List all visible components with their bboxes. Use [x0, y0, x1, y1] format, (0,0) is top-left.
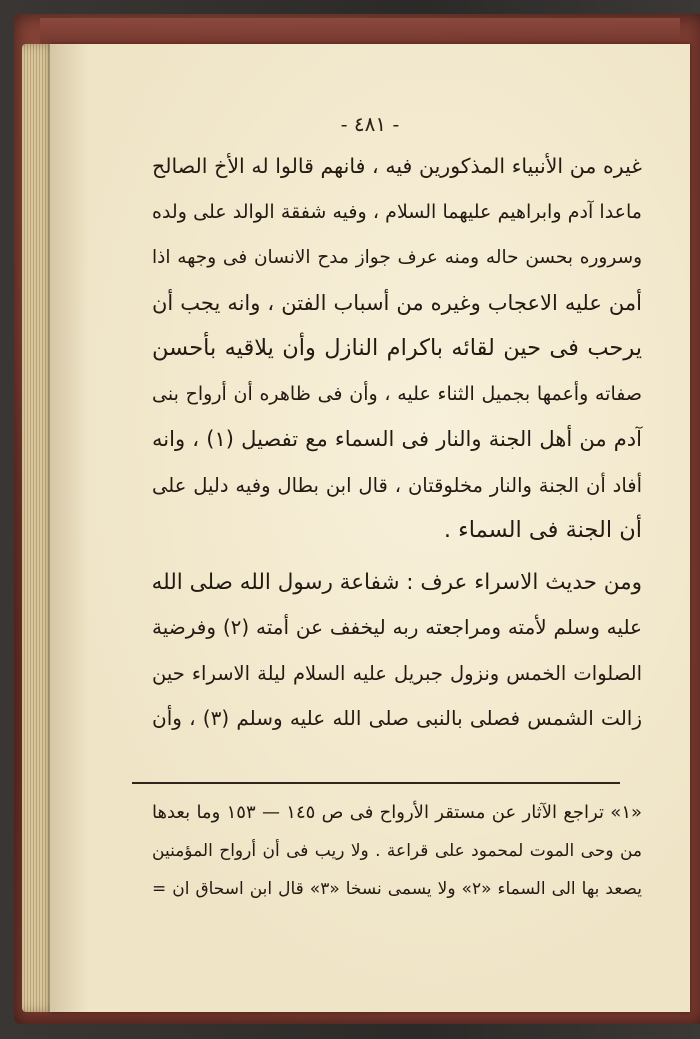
text-line: غيره من الأنبياء المذكورين فيه ، فانهم قالوا له الأخ الصالح	[152, 154, 642, 178]
paragraph-1	[152, 144, 642, 554]
text-line: أفاد أن الجنة والنار مخلوقتان ، قال ابن بطال وفيه دليل على	[152, 473, 642, 497]
text-line: ومن حديث الاسراء عرف : شفاعة رسول الله صلى الله	[151, 569, 642, 595]
text-line: أمن عليه الاعجاب وغيره من أسباب الفتن ، وانه يجب أن	[152, 290, 642, 315]
text-line: عليه وسلم لأمته ومراجعته ربه ليخفف عن أمته (٢) وفرضية	[152, 615, 642, 639]
body-text	[152, 144, 642, 742]
text-line: صفاته وأعمها بجميل الثناء عليه ، وأن فى ظاهره أن أرواح بنى	[152, 382, 642, 405]
text-line: يرحب فى حين لقائه باكرام النازل وأن يلاقيه بأحسن	[152, 335, 642, 361]
text-line: أن الجنة فى السماء .	[443, 517, 642, 543]
text-line: الصلوات الخمس ونزول جبريل عليه السلام ليلة الاسراء حين	[152, 661, 642, 685]
footnote-line: من وحى الموت لمحمود على قراعة . ولا ريب فى أن أرواح المؤمنين	[152, 841, 642, 861]
text-line: وسروره بحسن حاله ومنه عرف جواز مدح الانسان فى وجهه اذا	[152, 247, 642, 268]
footnote-line: «١» تراجع الآثار عن مستقر الأرواح فى ص ١٤٥ — ١٥٣ وما بعدها	[152, 802, 643, 823]
footnotes	[152, 794, 642, 908]
footnote-line: يصعد بها الى السماء «٢» ولا يسمى نسخا «٣» قال ابن اسحاق ان =	[152, 879, 642, 899]
book-page	[50, 44, 690, 1012]
page-number: - ٤٨١ -	[340, 112, 400, 136]
paragraph-2	[152, 560, 642, 742]
text-line: زالت الشمس فصلى بالنبى صلى الله عليه وسلم (٣) ، وأن	[152, 706, 642, 730]
text-line: ماعدا آدم وابراهيم عليهما السلام ، وفيه شفقة الوالد على ولده	[152, 200, 642, 223]
footnote-divider	[132, 782, 620, 784]
text-line: آدم من أهل الجنة والنار فى السماء مع تفصيل (١) ، وانه	[152, 427, 642, 451]
